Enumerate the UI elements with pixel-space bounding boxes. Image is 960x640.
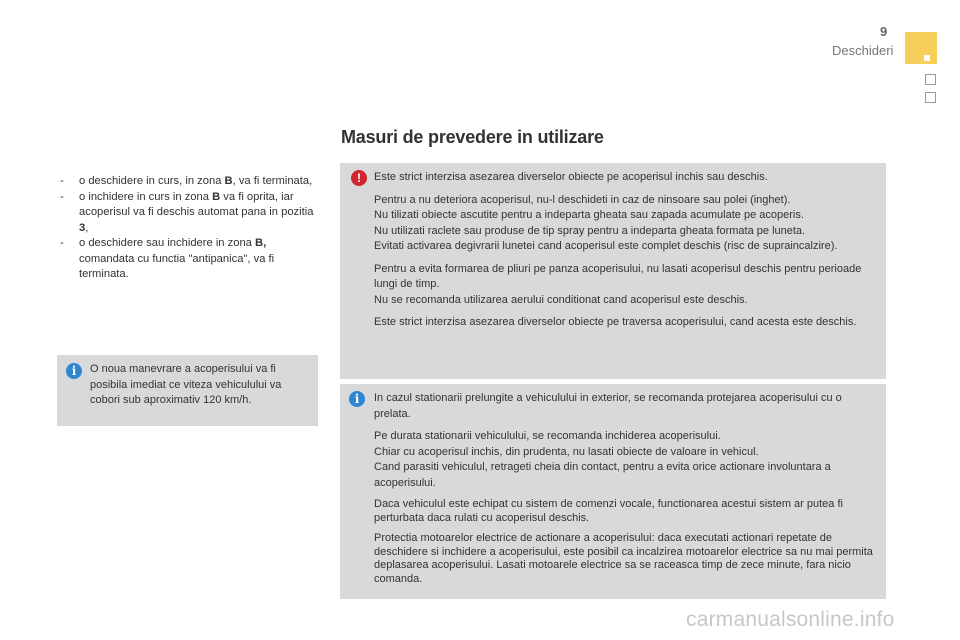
bullet-text: comandata cu functia "antipanica", va fi terminata. bbox=[79, 252, 275, 280]
bullet-text: , va fi terminata, bbox=[232, 175, 313, 187]
info-paragraph: Protectia motoarelor electrice de actionare a acoperisului: daca executati actionari repetate de deschidere si inchidere a acoperisului, este posibil ca incalzirea motoarelor electrice sa nu mai permita deplasarea acoperisului. Lasati motoarele electrice sa se raceasca timp de zece minute, fara nicio comanda. bbox=[374, 532, 873, 585]
info-paragraph: Chiar cu acoperisul inchis, din prudenta, nu lasati obiecte de valoare in vehicul. bbox=[374, 445, 759, 458]
bullet-dash: - bbox=[60, 175, 64, 187]
warning-paragraph: Nu se recomanda utilizarea aerului conditionat cand acoperisul este deschis. bbox=[374, 293, 748, 306]
warning-paragraph: Pentru a nu deteriora acoperisul, nu-l deschideti in caz de ninsoare sau polei (inghet). bbox=[374, 193, 791, 206]
info-paragraph: Pe durata stationarii vehiculului, se recomanda inchiderea acoperisului. bbox=[374, 430, 721, 442]
bullet-text: va fi oprita, iar acoperisul va fi deschis automat pana in pozitia bbox=[79, 190, 314, 218]
bullet-dash: - bbox=[60, 190, 64, 203]
info-box bbox=[57, 355, 318, 426]
info-icon: i bbox=[349, 391, 365, 407]
section-tab bbox=[905, 32, 937, 64]
warning-panel bbox=[340, 163, 886, 379]
warning-icon: ! bbox=[351, 170, 367, 186]
page-title: Masuri de prevedere in utilizare bbox=[341, 127, 604, 147]
tab-placeholder-2 bbox=[925, 92, 936, 103]
warning-paragraph: Este strict interzisa asezarea diverselor obiecte pe traversa acoperisului, cand acesta este deschis. bbox=[374, 316, 857, 328]
warning-paragraph: Nu tilizati obiecte ascutite pentru a indeparta gheata sau zapada acumulate pe acoperis. bbox=[374, 209, 804, 221]
bullet-list bbox=[60, 174, 322, 283]
tab-marker bbox=[924, 55, 930, 61]
info-panel bbox=[340, 384, 886, 599]
warning-paragraph: Pentru a evita formarea de pliuri pe panza acoperisului, nu lasati acoperisul deschis pentru perioade lungi de timp. bbox=[374, 262, 862, 290]
watermark: carmanualsonline.info bbox=[686, 608, 895, 631]
list-item bbox=[60, 174, 322, 190]
bullet-text: , bbox=[85, 221, 89, 234]
bullet-text: o deschidere in curs, in zona bbox=[79, 175, 225, 187]
warning-paragraph: Nu utilizati raclete sau produse de tip spray pentru a indeparta gheata formata pe luneta. bbox=[374, 224, 806, 237]
warning-paragraph: Este strict interzisa asezarea diverselor obiecte pe acoperisul inchis sau deschis. bbox=[374, 171, 768, 183]
list-item bbox=[60, 236, 322, 283]
bullet-dash: - bbox=[60, 237, 64, 249]
info-paragraph: Daca vehiculul este echipat cu sistem de comenzi vocale, functionarea acestui sistem ar putea fi perturbata daca rulati cu acoperisul deschis. bbox=[374, 498, 843, 524]
section-name: Deschideri bbox=[832, 43, 894, 58]
info-paragraph: Cand parasiti vehiculul, retrageti cheia din contact, pentru a evita orice actionare involuntara a acoperisului. bbox=[374, 461, 831, 489]
bullet-text: o inchidere in curs in zona bbox=[79, 190, 213, 203]
info-icon: i bbox=[66, 363, 82, 379]
list-item bbox=[60, 190, 322, 237]
bullet-bold: B bbox=[224, 175, 233, 187]
warning-paragraph: Evitati activarea degivrarii lunetei cand acoperisul este complet deschis (risc de supraincalzire). bbox=[374, 240, 838, 252]
bullet-bold: B bbox=[212, 190, 221, 203]
page-number: 9 bbox=[880, 24, 888, 39]
bullet-text: o deschidere sau inchidere in zona bbox=[79, 237, 256, 249]
bullet-bold: B, bbox=[255, 237, 267, 249]
tab-placeholder-1 bbox=[925, 74, 936, 85]
info-text: O noua manevrare a acoperisului va fi posibila imediat ce viteza vehiculului va cobori sub aproximativ 120 km/h. bbox=[90, 363, 282, 406]
info-paragraph: In cazul stationarii prelungite a vehiculului in exterior, se recomanda protejarea acoperisului cu o prelata. bbox=[374, 392, 842, 420]
bullet-bold: 3 bbox=[79, 221, 86, 234]
